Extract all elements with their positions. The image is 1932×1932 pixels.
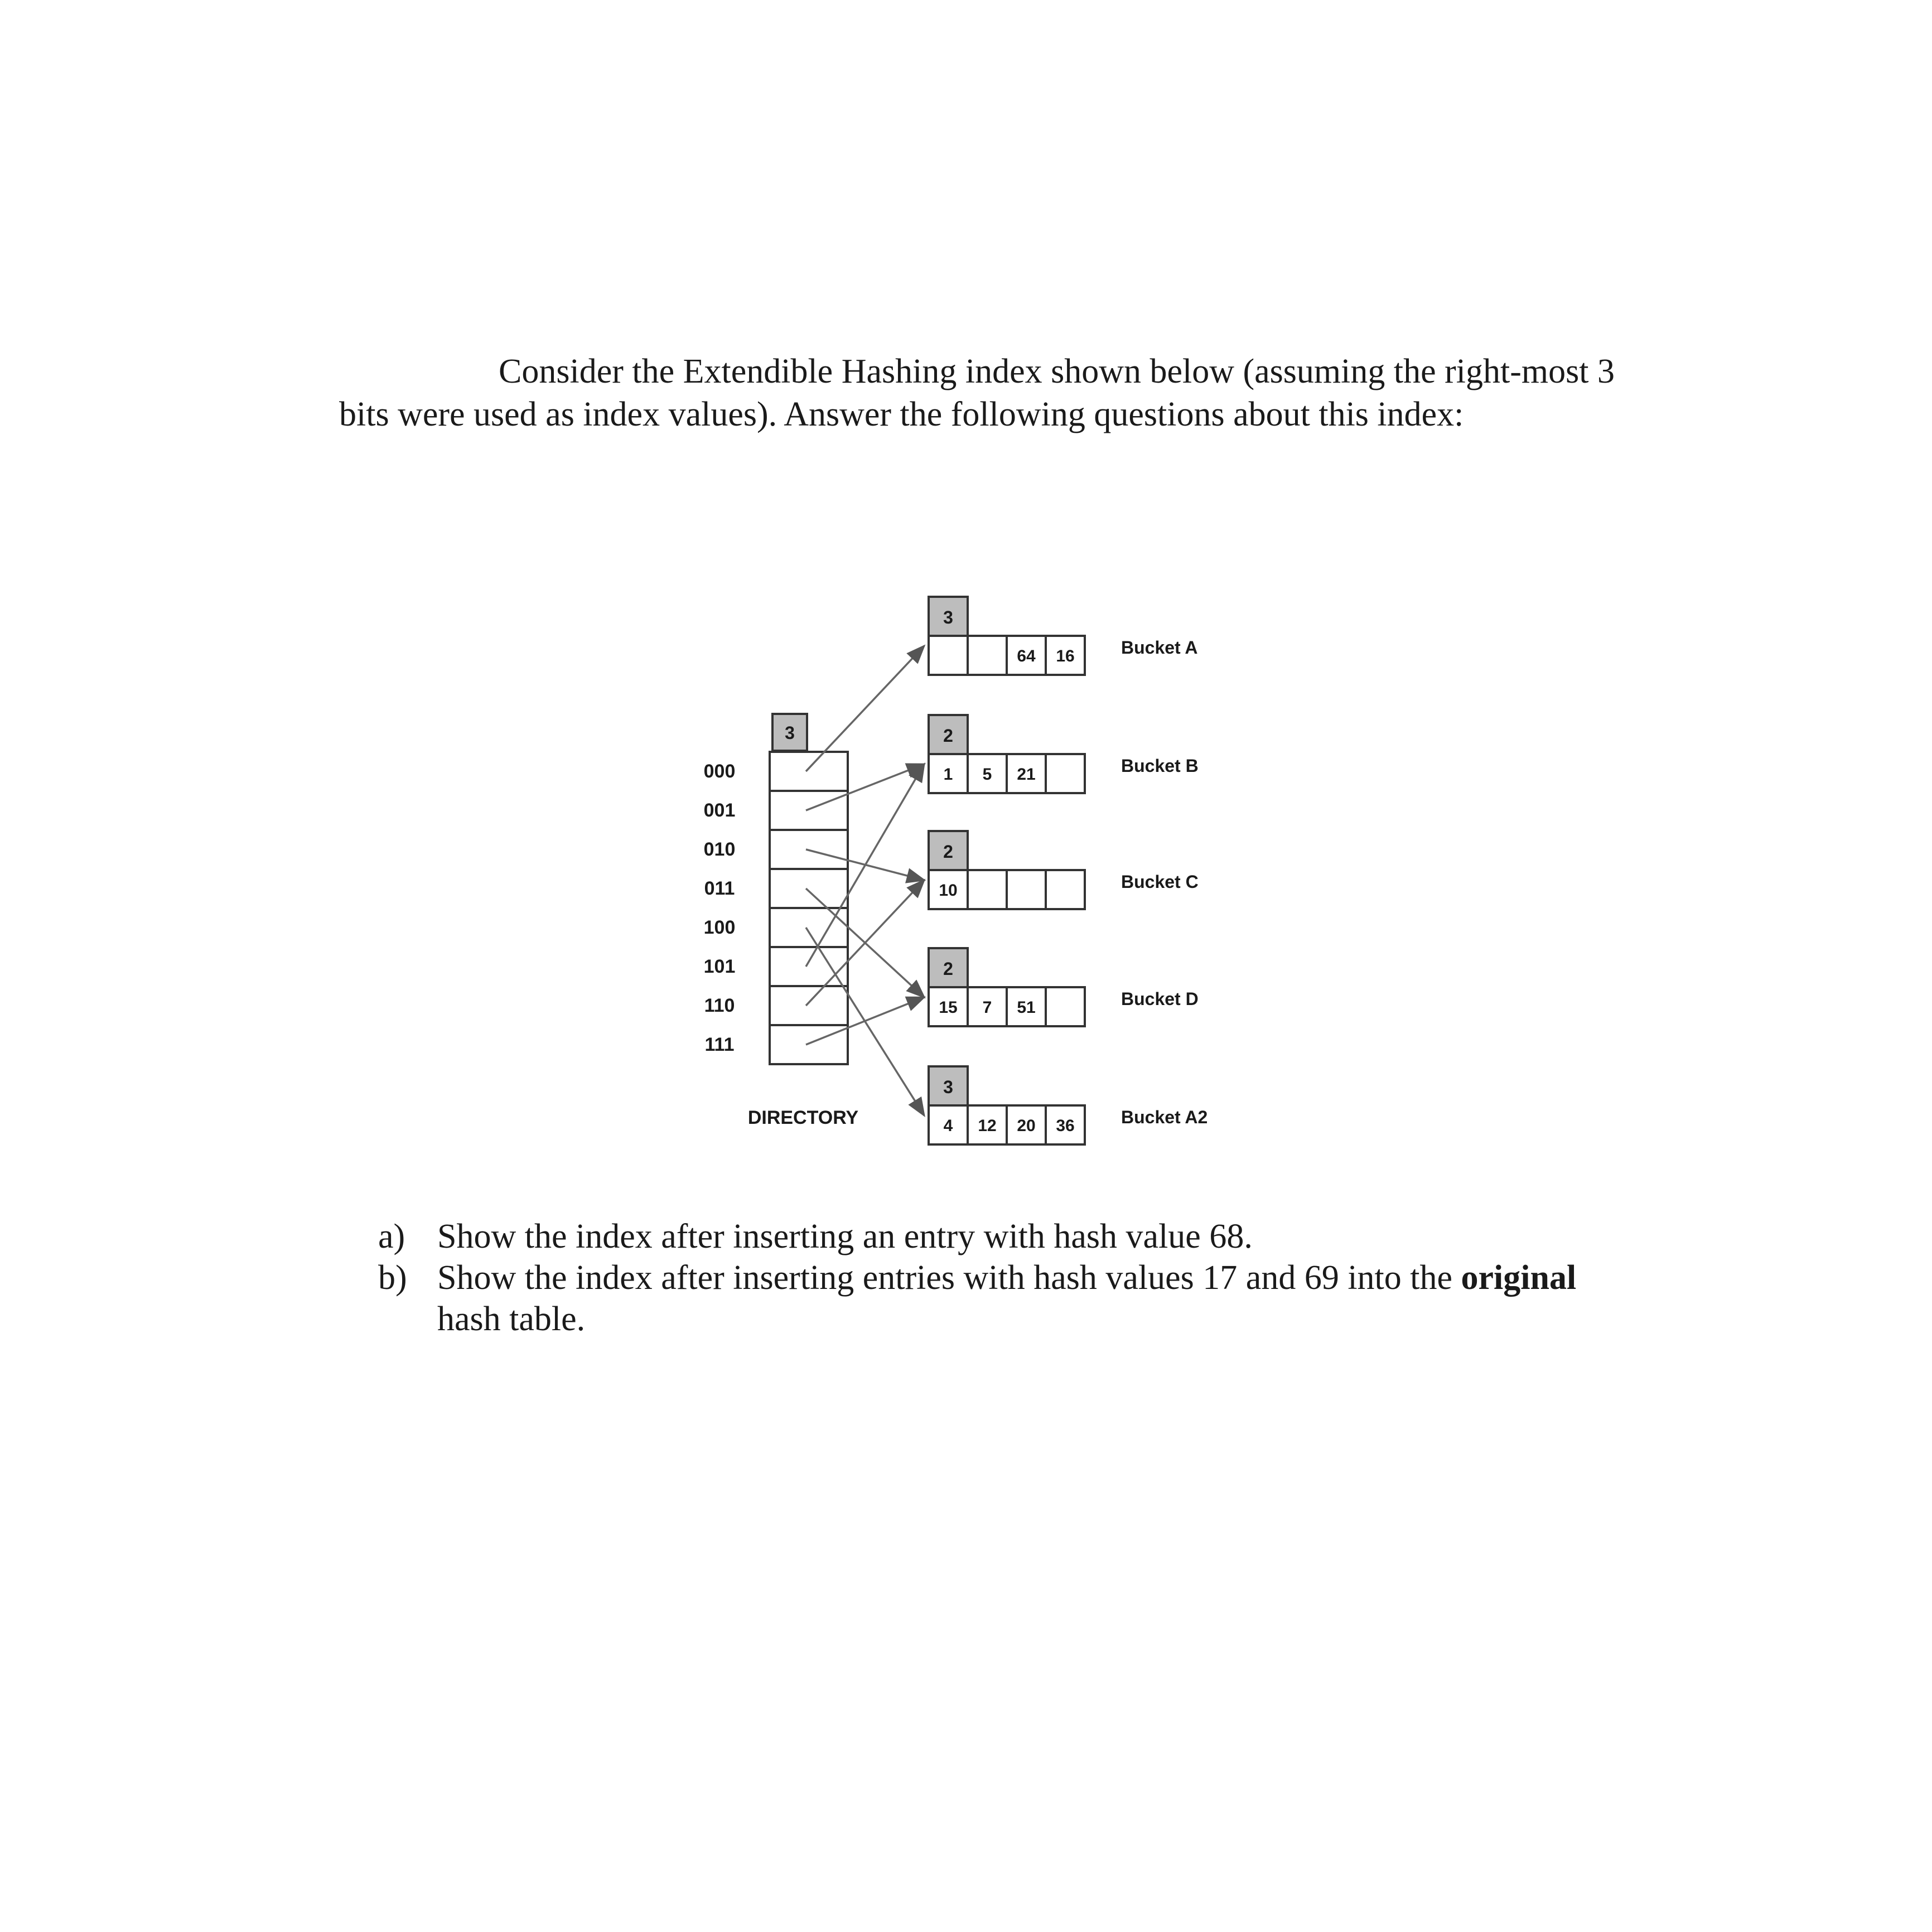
bucket-entry-value: 7 <box>982 998 992 1017</box>
bucket-entry-cell <box>1046 754 1085 793</box>
directory-bits-label: 101 <box>703 956 736 977</box>
local-depth-value: 2 <box>943 842 953 862</box>
bucket <box>929 597 1198 675</box>
directory-bits-label: 111 <box>704 1034 735 1055</box>
local-depth-value: 2 <box>943 959 953 979</box>
bucket <box>929 831 1199 909</box>
bucket-entry-value: 21 <box>1017 765 1036 784</box>
intro-text: Consider the Extendible Hashing index shown below (assuming the right-most 3 bits were used as index values). Answer the following questions about this index: <box>339 352 1615 433</box>
question-b <box>378 1257 1605 1340</box>
bucket-entry-value: 15 <box>939 998 958 1017</box>
local-depth-value: 3 <box>943 1077 953 1097</box>
question-a <box>378 1216 1605 1257</box>
buckets <box>929 597 1208 1144</box>
bucket-entry-cell <box>968 870 1007 909</box>
bucket-name-label: Bucket C <box>1121 872 1199 892</box>
bucket-entry-cell <box>1007 870 1046 909</box>
question-marker: b) <box>378 1259 407 1297</box>
global-depth-box <box>772 714 807 751</box>
question-text-after: hash table. <box>437 1300 586 1338</box>
directory-bits-label: 001 <box>703 800 736 821</box>
bucket-name-label: Bucket A <box>1121 637 1198 658</box>
bucket-entry-value: 20 <box>1017 1117 1036 1135</box>
directory-slot <box>770 752 848 791</box>
question-marker: a) <box>378 1218 405 1255</box>
directory <box>704 714 859 1128</box>
local-depth-value: 3 <box>943 607 953 627</box>
bucket-entry-value: 1 <box>943 765 953 784</box>
directory-bits-label: 100 <box>703 917 736 938</box>
bucket-entry-value: 64 <box>1017 647 1036 665</box>
bucket-entry-cell <box>929 636 968 675</box>
questions-list <box>378 1216 1605 1340</box>
directory-bits-label: 110 <box>704 995 735 1016</box>
directory-slot <box>770 791 848 830</box>
directory-bits-label: 000 <box>703 761 736 782</box>
bucket <box>929 1066 1208 1144</box>
bucket-entry-cell <box>1046 870 1085 909</box>
bucket-name-label: Bucket B <box>1121 756 1199 776</box>
question-text-before: Show the index after inserting entries with hash values 17 and 69 into the <box>437 1259 1461 1297</box>
directory-bits-label: 010 <box>703 839 736 860</box>
bucket-entry-value: 36 <box>1056 1117 1075 1135</box>
bucket-entry-value: 51 <box>1017 998 1036 1017</box>
bucket <box>929 715 1199 793</box>
question-text: Show the index after inserting an entry with hash value 68. <box>437 1218 1253 1255</box>
directory-slot <box>770 986 848 1025</box>
question-bold-word: original <box>1461 1259 1577 1297</box>
local-depth-value: 2 <box>943 726 953 746</box>
bucket-name-label: Bucket A2 <box>1121 1107 1208 1127</box>
bucket-entry-cell <box>1046 987 1085 1026</box>
bucket-entry-value: 16 <box>1056 647 1075 665</box>
bucket-entry-value: 10 <box>939 881 958 900</box>
directory-pointer-arrow <box>806 646 924 771</box>
bucket-entry-cell <box>968 636 1007 675</box>
bucket-entry-value: 12 <box>978 1117 997 1135</box>
bucket <box>929 948 1199 1026</box>
directory-slot <box>770 1025 848 1064</box>
directory-label: DIRECTORY <box>747 1107 859 1128</box>
directory-slot <box>770 869 848 908</box>
bucket-name-label: Bucket D <box>1121 989 1199 1009</box>
directory-slot <box>770 947 848 986</box>
global-depth-value: 3 <box>785 723 795 743</box>
directory-bits-label: 011 <box>704 878 735 899</box>
bucket-entry-value: 5 <box>982 765 992 784</box>
bucket-entry-value: 4 <box>943 1117 953 1135</box>
